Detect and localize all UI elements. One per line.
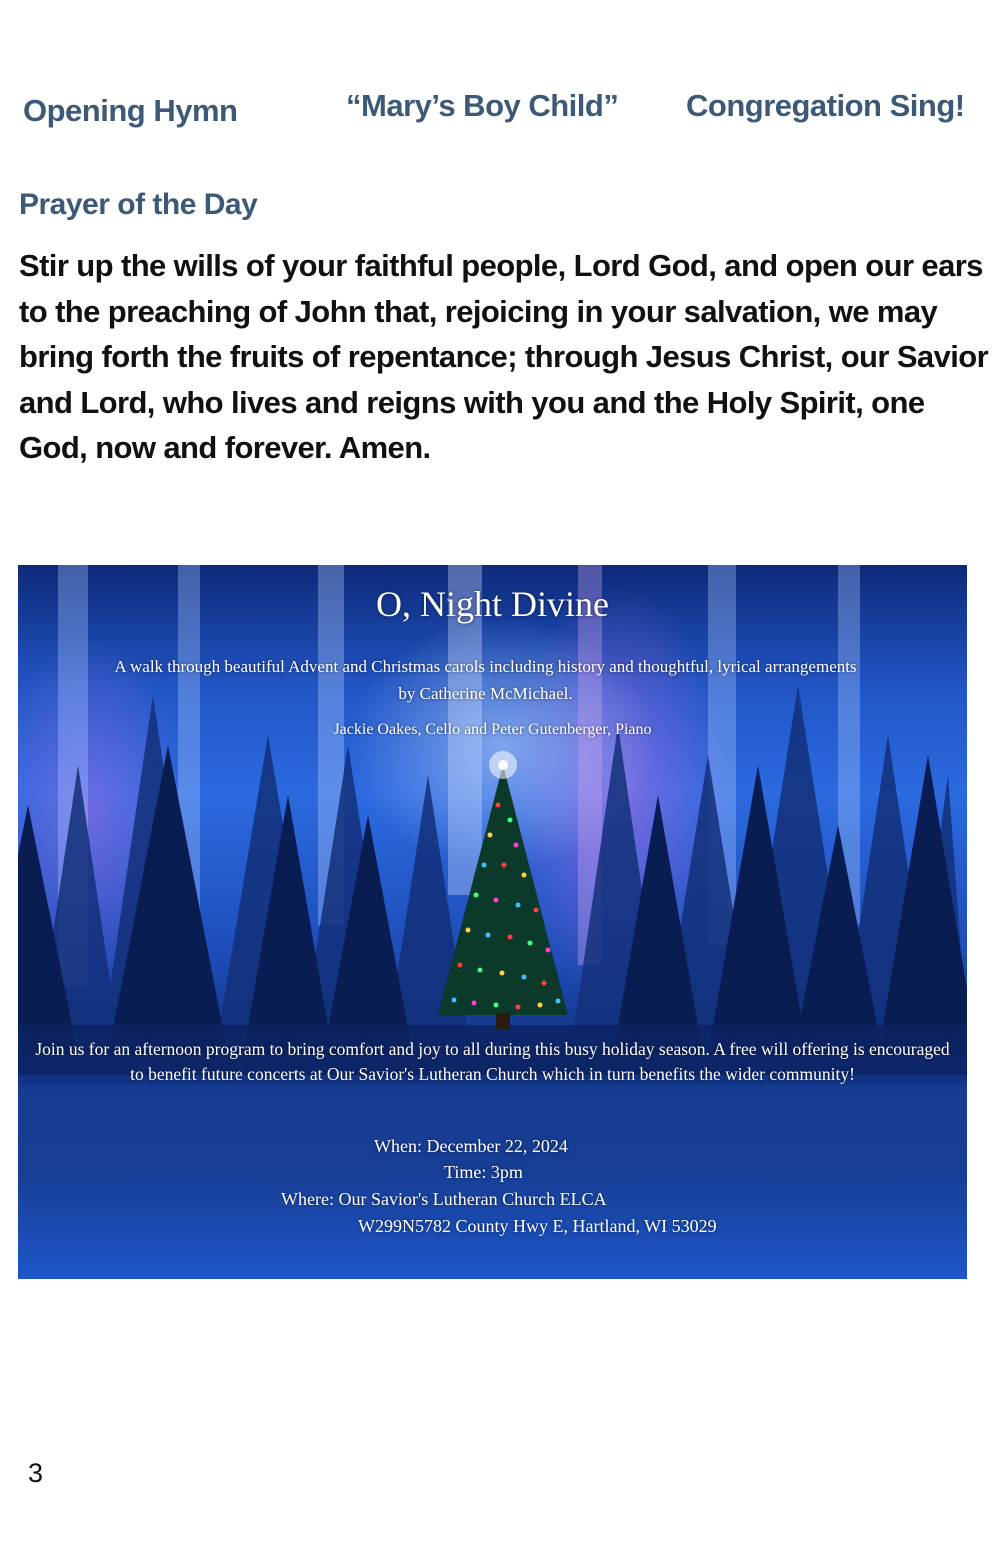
- hymn-instruction: Congregation Sing!: [686, 88, 965, 123]
- event-address: W299N5782 County Hwy E, Hartland, WI 53029: [358, 1216, 717, 1236]
- page-number: 3: [28, 1458, 44, 1488]
- flyer-description: A walk through beautiful Advent and Christmas carols including history and thoughtful, lyrical arrangements by Catherine McMichael.: [114, 657, 857, 703]
- concert-flyer: [18, 565, 967, 1279]
- hymn-title: “Mary’s Boy Child”: [346, 88, 619, 123]
- event-date: When: December 22, 2024: [374, 1136, 568, 1156]
- flyer-performers: Jackie Oakes, Cello and Peter Gutenberger, Piano: [333, 721, 652, 738]
- prayer-heading: Prayer of the Day: [19, 188, 258, 221]
- prayer-text: Stir up the wills of your faithful people, Lord God, and open our ears to the preaching of John that, rejoicing in your salvation, we may bring forth the fruits of repentance; through Jesus Christ, our Savior and Lord, who lives and reigns with you and the Holy Spirit, one God, now and forever. Amen.: [19, 248, 989, 465]
- flyer-title: O, Night Divine: [376, 584, 609, 624]
- flyer-invitation: Join us for an afternoon program to bring comfort and joy to all during this busy holiday season. A free will offering is encouraged to benefit future concerts at Our Savior's Lutheran Church which in turn benefits the wider community!: [35, 1039, 950, 1084]
- opening-hymn-row: [0, 88, 1000, 138]
- event-location: Where: Our Savior's Lutheran Church ELCA: [281, 1189, 607, 1209]
- event-time: Time: 3pm: [444, 1162, 523, 1182]
- opening-hymn-label: Opening Hymn: [23, 93, 238, 128]
